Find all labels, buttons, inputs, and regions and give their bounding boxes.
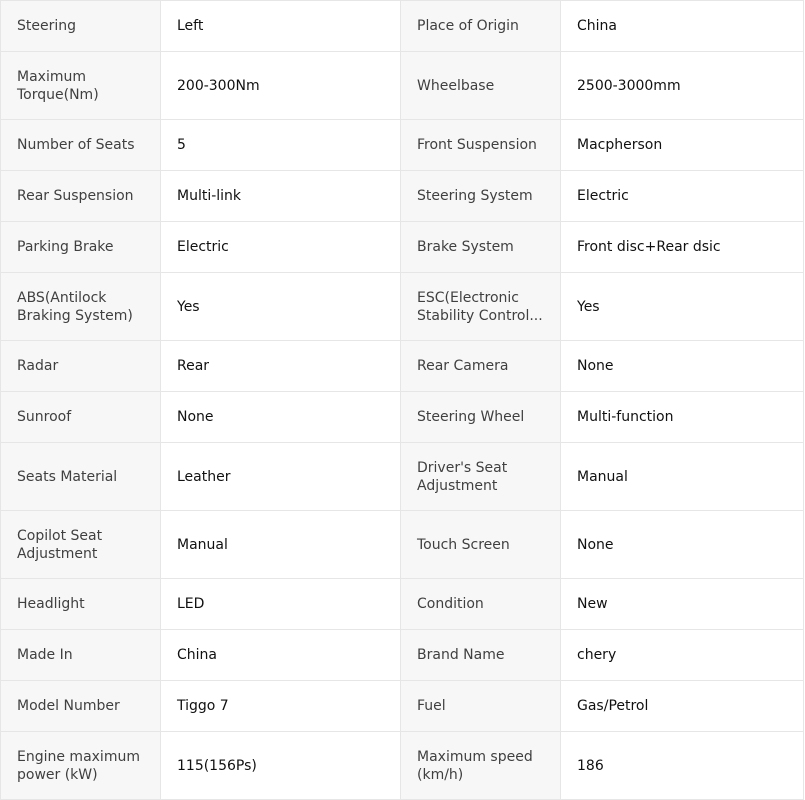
spec-value: 115(156Ps) <box>161 732 401 800</box>
spec-label: Seats Material <box>1 443 161 511</box>
spec-value: China <box>161 630 401 681</box>
spec-label-text: ESC(Electronic Stability Control... <box>417 289 543 324</box>
spec-value: Macpherson <box>561 120 804 171</box>
spec-value: Yes <box>161 273 401 341</box>
spec-value: Manual <box>161 511 401 579</box>
table-row <box>1 120 804 171</box>
spec-value: 2500-3000mm <box>561 52 804 120</box>
table-row <box>1 579 804 630</box>
table-row <box>1 341 804 392</box>
spec-label: Sunroof <box>1 392 161 443</box>
spec-label: Engine maximum power (kW) <box>1 732 161 800</box>
spec-label: Copilot Seat Adjustment <box>1 511 161 579</box>
spec-label: Place of Origin <box>401 1 561 52</box>
spec-value: LED <box>161 579 401 630</box>
spec-label <box>401 273 561 341</box>
spec-value: None <box>561 511 804 579</box>
spec-label: Number of Seats <box>1 120 161 171</box>
table-row <box>1 732 804 800</box>
table-row <box>1 630 804 681</box>
spec-label: Steering System <box>401 171 561 222</box>
spec-value: 5 <box>161 120 401 171</box>
spec-value: Tiggo 7 <box>161 681 401 732</box>
spec-value: Front disc+Rear dsic <box>561 222 804 273</box>
spec-label: Parking Brake <box>1 222 161 273</box>
spec-value: New <box>561 579 804 630</box>
spec-label: Rear Suspension <box>1 171 161 222</box>
spec-label: Fuel <box>401 681 561 732</box>
spec-label: Made In <box>1 630 161 681</box>
spec-value: None <box>561 341 804 392</box>
spec-value: Leather <box>161 443 401 511</box>
spec-value: Manual <box>561 443 804 511</box>
table-row <box>1 171 804 222</box>
table-row <box>1 443 804 511</box>
spec-table-body <box>1 1 804 800</box>
spec-value: Multi-link <box>161 171 401 222</box>
spec-label: Steering <box>1 1 161 52</box>
spec-label: ABS(Antilock Braking System) <box>1 273 161 341</box>
spec-label: Brake System <box>401 222 561 273</box>
spec-value: Gas/Petrol <box>561 681 804 732</box>
spec-value: chery <box>561 630 804 681</box>
spec-label: Front Suspension <box>401 120 561 171</box>
spec-value: Left <box>161 1 401 52</box>
spec-label: Headlight <box>1 579 161 630</box>
spec-label: Maximum Torque(Nm) <box>1 52 161 120</box>
spec-label: Brand Name <box>401 630 561 681</box>
spec-value: China <box>561 1 804 52</box>
spec-label: Steering Wheel <box>401 392 561 443</box>
table-row <box>1 681 804 732</box>
table-row <box>1 222 804 273</box>
spec-value: Multi-function <box>561 392 804 443</box>
table-row <box>1 273 804 341</box>
spec-label: Condition <box>401 579 561 630</box>
table-row <box>1 52 804 120</box>
spec-value: Electric <box>161 222 401 273</box>
spec-label: Maximum speed (km/h) <box>401 732 561 800</box>
spec-label: Radar <box>1 341 161 392</box>
spec-label: Model Number <box>1 681 161 732</box>
spec-label: Wheelbase <box>401 52 561 120</box>
spec-value: Yes <box>561 273 804 341</box>
table-row <box>1 1 804 52</box>
spec-value: Electric <box>561 171 804 222</box>
spec-value: 200-300Nm <box>161 52 401 120</box>
spec-value: Rear <box>161 341 401 392</box>
spec-value: 186 <box>561 732 804 800</box>
spec-value: None <box>161 392 401 443</box>
spec-label: Rear Camera <box>401 341 561 392</box>
spec-label: Driver's Seat Adjustment <box>401 443 561 511</box>
table-row <box>1 511 804 579</box>
table-row <box>1 392 804 443</box>
spec-label: Touch Screen <box>401 511 561 579</box>
